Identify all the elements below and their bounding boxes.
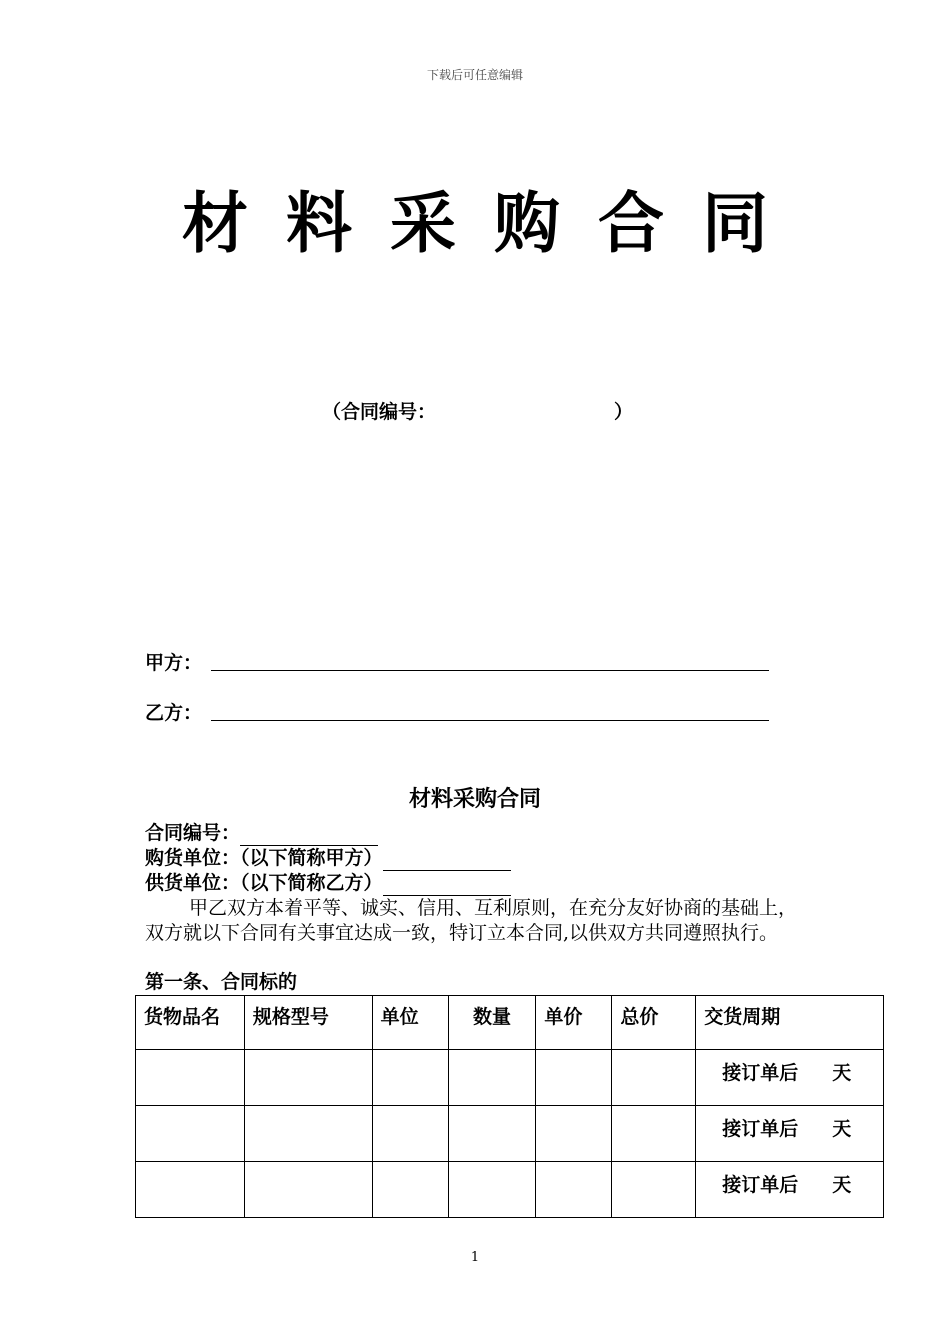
party-a-label: 甲方： [145,652,203,674]
cell-total-price[interactable] [612,1050,696,1106]
preamble-paragraph: 甲乙双方本着平等、诚实、信用、互利原则，在充分友好协商的基础上，双方就以下合同有关事宜达成一致，特订立本合同,以供双方共同遵照执行。 [145,897,798,944]
cell-quantity[interactable] [448,1162,536,1218]
party-a-blank[interactable] [211,670,769,671]
table-header-row [136,996,884,1050]
page-number: 1 [470,1250,480,1265]
delivery-text: 接订单后 [722,1062,799,1084]
seller-alias: （以下简称乙方） [240,872,383,894]
cell-spec-model[interactable] [244,1162,372,1218]
header-spec-model: 规格型号 [244,996,372,1050]
cell-goods-name[interactable] [136,1162,245,1218]
table-row [136,1106,884,1162]
cell-spec-model[interactable] [244,1106,372,1162]
delivery-unit: 天 [832,1174,852,1196]
table-row [136,1162,884,1218]
delivery-unit: 天 [832,1118,852,1140]
seller-label: 供货单位： [145,872,241,894]
header-unit: 单位 [372,996,448,1050]
party-a-line [145,648,202,675]
header-total-price: 总价 [612,996,696,1050]
seller-blank[interactable] [383,875,511,896]
cell-unit[interactable] [372,1106,448,1162]
contract-no-label: 合同编号： [145,822,241,844]
cell-delivery-period[interactable] [696,1162,884,1218]
party-b-label: 乙方： [145,702,203,724]
goods-table [135,995,884,1218]
delivery-text: 接订单后 [722,1118,799,1140]
main-title: 材料采购合同 [182,185,806,262]
buyer-line [145,846,511,871]
cell-quantity[interactable] [448,1050,536,1106]
buyer-alias: （以下简称甲方） [240,847,383,869]
cell-goods-name[interactable] [136,1106,245,1162]
cell-delivery-period[interactable] [696,1050,884,1106]
header-quantity: 数量 [448,996,536,1050]
header-delivery-period: 交货周期 [696,996,884,1050]
cover-contract-no-label: （合同编号： [322,401,437,423]
sub-title: 材料采购合同 [408,786,541,812]
delivery-text: 接订单后 [722,1174,799,1196]
buyer-label: 购货单位： [145,847,241,869]
buyer-blank[interactable] [383,850,511,871]
party-b-blank[interactable] [211,720,769,721]
cell-total-price[interactable] [612,1162,696,1218]
cell-delivery-period[interactable] [696,1106,884,1162]
cell-spec-model[interactable] [244,1050,372,1106]
header-note: 下载后可任意编辑 [426,68,523,82]
cell-unit-price[interactable] [536,1050,612,1106]
table-row [136,1050,884,1106]
cell-unit-price[interactable] [536,1162,612,1218]
contract-no-line [145,821,378,846]
cell-quantity[interactable] [448,1106,536,1162]
cell-unit[interactable] [372,1162,448,1218]
cell-unit-price[interactable] [536,1106,612,1162]
header-unit-price: 单价 [536,996,612,1050]
contract-no-blank[interactable] [240,825,378,846]
delivery-unit: 天 [832,1062,852,1084]
cell-unit[interactable] [372,1050,448,1106]
seller-line [145,871,511,896]
cell-total-price[interactable] [612,1106,696,1162]
cell-goods-name[interactable] [136,1050,245,1106]
party-b-line [145,698,202,725]
cover-contract-no-close: ） [614,401,634,423]
article-1-heading: 第一条、合同标的 [145,971,298,993]
header-goods-name: 货物品名 [136,996,245,1050]
